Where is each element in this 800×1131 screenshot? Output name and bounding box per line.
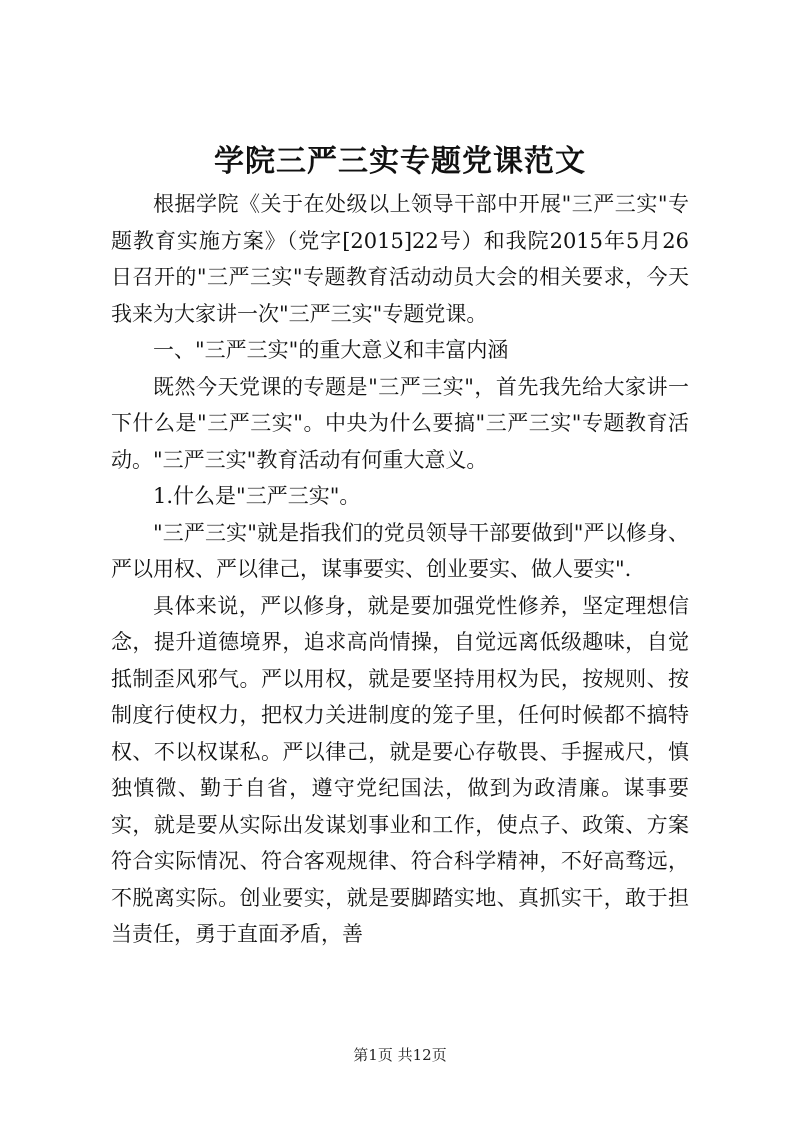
document-title: 学院三严三实专题党课范文 [214, 144, 586, 179]
paragraph-definition: "三严三实"就是指我们的党员领导干部要做到"严以修身、严以用权、严以律己，谋事要实、创业要实、做人要实". [111, 520, 689, 581]
page-footer: 第1页 共12页 [353, 1046, 447, 1064]
paragraph-intro: 根据学院《关于在处级以上领导干部中开展"三严三实"专题教育实施方案》（党字[2015]22号）和我院2015年5月26日召开的"三严三实"专题教育活动动员大会的相关要求，今天我来为大家讲一次"三严三实"专题党课。 [111, 192, 689, 326]
subsection-heading-1: 1.什么是"三严三实"。 [153, 484, 361, 508]
paragraph-details: 具体来说，严以修身，就是要加强党性修养，坚定理想信念，提升道德境界，追求高尚情操，自觉远离低级趣味，自觉抵制歪风邪气。严以用权，就是要坚持用权为民，按规则、按制度行使权力，把权力关进制度的笼子里，任何时候都不搞特权、不以权谋私。严以律己，就是要心存敬畏、手握戒尺，慎独慎微、勤于自省，遵守党纪国法，做到为政清廉。谋事要实，就是要从实际出发谋划事业和工作，使点子、政策、方案符合实际情况、符合客观规律、符合科学精神，不好高骛远，不脱离实际。创业要实，就是要脚踏实地、真抓实干，敢于担当责任，勇于直面矛盾，善 [111, 593, 689, 946]
document-body [111, 186, 689, 953]
section-heading-1: 一、"三严三实"的重大意义和丰富内涵 [153, 338, 509, 362]
paragraph-question: 既然今天党课的专题是"三严三实"，首先我先给大家讲一下什么是"三严三实"。中央为什么要搞"三严三实"专题教育活动。"三严三实"教育活动有何重大意义。 [111, 374, 689, 472]
